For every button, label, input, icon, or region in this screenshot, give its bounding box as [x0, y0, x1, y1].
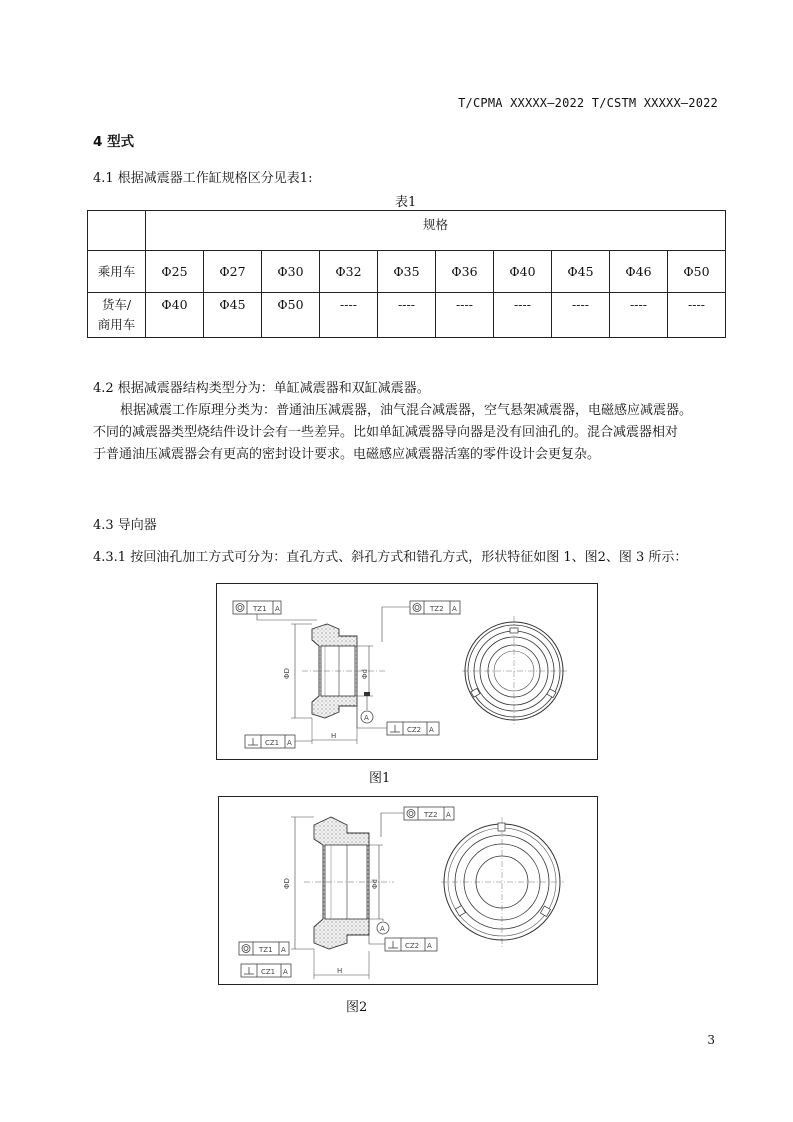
tz2-datum: A: [452, 605, 457, 613]
tz2-frame: [404, 807, 454, 820]
tz1-datum: A: [275, 605, 280, 613]
clause-4-2-line2: 根据减震工作原理分类为：普通油压减震器，油气混合减震器，空气悬架减震器，电磁感应减震器。: [120, 403, 693, 418]
dim-height: H: [331, 732, 337, 740]
tz1-label: TZ1: [259, 946, 273, 954]
tz2-frame: [410, 601, 460, 614]
table-cell: ----: [436, 293, 494, 338]
spec-table: [87, 210, 726, 338]
page-number: 3: [707, 1033, 715, 1047]
clause-4-3-1: 4.3.1 按回油孔加工方式可分为：直孔方式、斜孔方式和错孔方式，形状特征如图 1、图2、图 3 所示：: [93, 550, 688, 565]
dim-big-d: ΦD: [283, 878, 291, 889]
table-cell: Φ45: [552, 251, 610, 293]
table-cell: Φ25: [146, 251, 204, 293]
tz2-label: TZ2: [424, 811, 438, 819]
dim-small-d: Φd: [371, 879, 379, 889]
clause-4-1: 4.1 根据减震器工作缸规格区分见表1:: [93, 171, 313, 186]
cz2-datum: A: [429, 726, 434, 734]
dim-height: H: [337, 967, 343, 975]
end-view: [462, 616, 567, 726]
cz1-frame: [241, 964, 291, 977]
table-cell: ----: [552, 293, 610, 338]
figure-1-drawing: [217, 584, 597, 759]
dim-small-d: Φd: [361, 669, 369, 679]
cz1-datum: A: [287, 739, 292, 747]
table-cell: Φ32: [320, 251, 378, 293]
figure-1-caption: 图1: [369, 771, 391, 786]
table-cell: Φ40: [494, 251, 552, 293]
cz1-frame: [245, 735, 295, 748]
tz1-frame: [233, 601, 281, 614]
table-cell: Φ40: [146, 293, 204, 338]
cz1-datum: A: [283, 968, 288, 976]
cz2-datum: A: [427, 942, 432, 950]
figure-2-drawing: [219, 797, 597, 984]
standard-code: T/CPMA XXXXX—2022 T/CSTM XXXXX—2022: [458, 96, 718, 110]
cz2-frame: [387, 722, 439, 735]
clause-4-2-line3: 不同的减震器类型烧结件设计会有一些差异。比如单缸减震器导向器是没有回油孔的。混合减震器相对: [93, 425, 679, 440]
tz1-label: TZ1: [253, 605, 267, 613]
table-cell: Φ27: [204, 251, 262, 293]
dim-big-d: ΦD: [283, 668, 291, 679]
figure-2: [218, 796, 598, 985]
cz2-label: CZ2: [407, 726, 422, 734]
clause-4-2-line1: 4.2 根据减震器结构类型分为：单缸减震器和双缸减震器。: [93, 381, 430, 396]
tz2-datum: A: [446, 811, 451, 819]
table-cell: Φ45: [204, 293, 262, 338]
table-cell: Φ35: [378, 251, 436, 293]
table-cell: ----: [378, 293, 436, 338]
section-4-3-title: 4.3 导向器: [93, 518, 157, 533]
table-cell: ----: [494, 293, 552, 338]
row-label-truck: [88, 293, 146, 338]
table-cell: Φ46: [610, 251, 668, 293]
section-4-title: 4 型式: [93, 134, 135, 150]
table-cell: ----: [610, 293, 668, 338]
table-cell: ----: [668, 293, 726, 338]
table-cell: ----: [320, 293, 378, 338]
figure-1: [216, 583, 598, 760]
row-label-truck-line2: 商用车: [97, 317, 136, 332]
datum-a-symbol: A: [380, 925, 385, 933]
datum-a-symbol: A: [364, 714, 369, 722]
table-corner-cell: [88, 211, 146, 251]
table-row-truck: [88, 293, 726, 338]
table-cell: Φ50: [668, 251, 726, 293]
row-label-truck-line1: 货车/: [101, 297, 132, 312]
tz2-label: TZ2: [430, 605, 444, 613]
figure-2-caption: 图2: [346, 1000, 368, 1015]
table-1-caption: 表1: [395, 195, 417, 210]
row-label-passenger: 乘用车: [88, 251, 146, 293]
end-view: [441, 817, 564, 949]
cz2-frame: [385, 938, 437, 951]
cz1-label: CZ1: [261, 968, 276, 976]
tz1-datum: A: [281, 946, 286, 954]
table-row-passenger: [88, 251, 726, 293]
table-cell: Φ30: [262, 251, 320, 293]
table-header-row: [88, 211, 726, 251]
table-cell: Φ36: [436, 251, 494, 293]
spec-header-cell: 规格: [146, 211, 726, 251]
clause-4-2-line4: 于普通油压减震器会有更高的密封设计要求。电磁感应减震器活塞的零件设计会更复杂。: [93, 447, 601, 462]
table-cell: Φ50: [262, 293, 320, 338]
cz2-label: CZ2: [405, 942, 420, 950]
cz1-label: CZ1: [265, 739, 280, 747]
tz1-frame: [239, 942, 289, 955]
section-view: [302, 624, 387, 718]
